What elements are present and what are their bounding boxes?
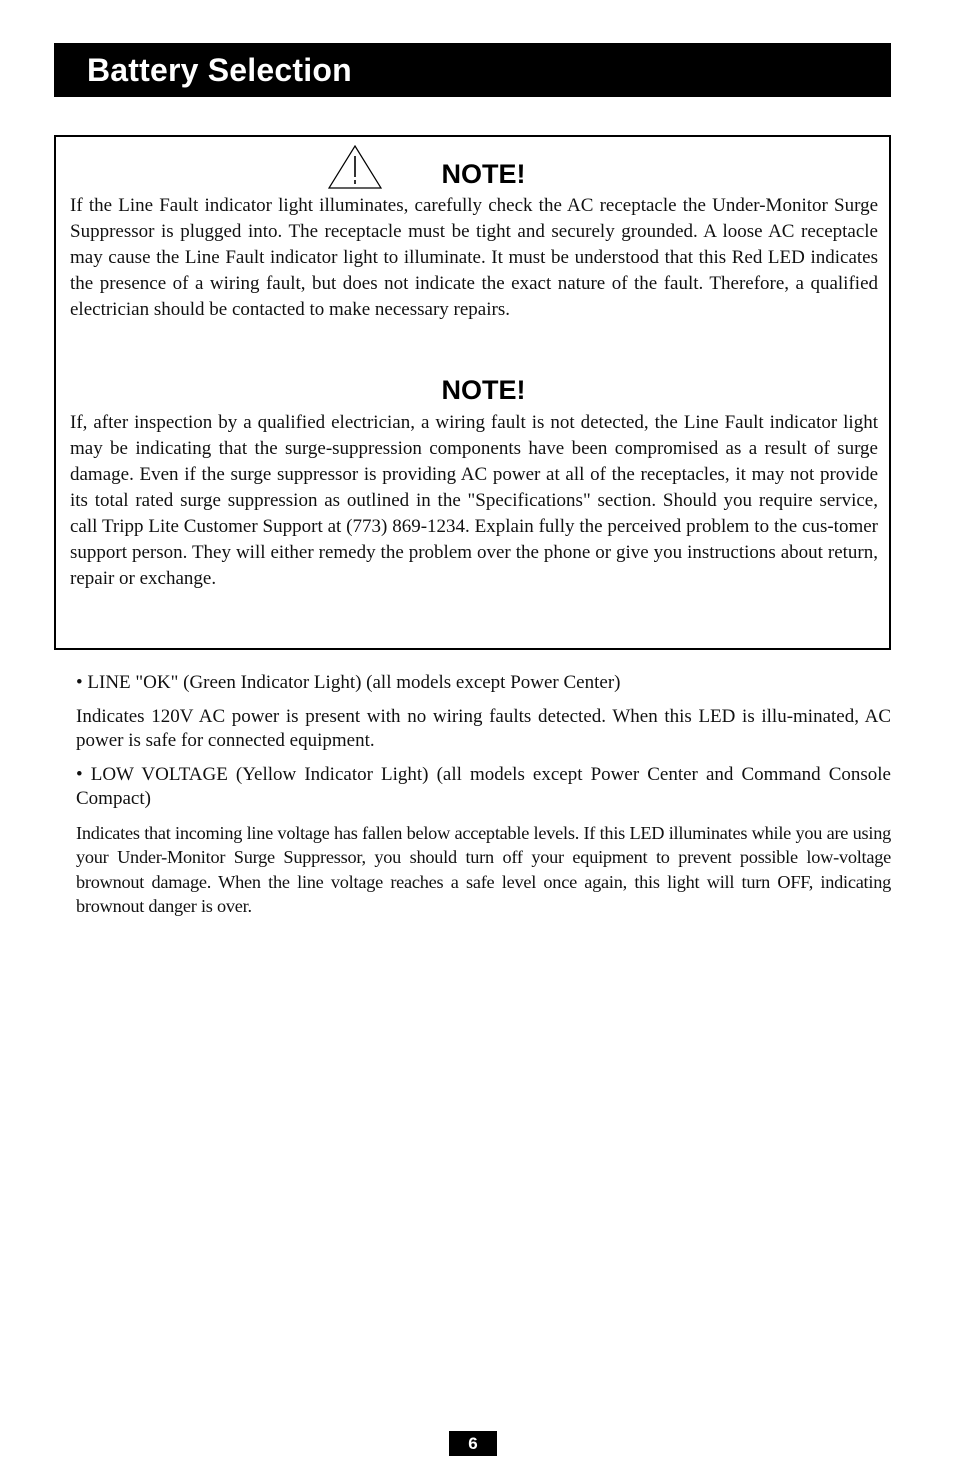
page-number-badge [449,1431,497,1456]
page-title: Battery Selection [87,52,352,88]
low-voltage-heading: • LOW VOLTAGE (Yellow Indicator Light) (all models except Power Center and Command Console Compact) [76,763,891,809]
line-ok-heading: • LINE "OK" (Green Indicator Light) (all models except Power Center) [76,672,621,693]
note-box [54,135,891,650]
note-heading: NOTE! [441,375,526,405]
note-text: If, after inspection by a qualified electrician, a wiring fault is not detected, the Line Fault indicator light may be indicating that the surge-suppression components have been compromised as a result of surge damage. Even if the surge suppressor is providing AC power at all of the receptacles, it may not provide its total rated surge suppression as outlined in the "Specifications" section. Should you require service, call Tripp Lite Customer Support at (773) 869-1234. Explain fully the perceived problem to the cus-tomer support person. They will either remedy the problem over the phone or give you instructions about return, repair or exchange. [70,412,878,589]
indicator-descriptions [76,671,891,919]
note-text: If the Line Fault indicator light illuminates, carefully check the AC receptacle the Under-Monitor Surge Suppressor is plugged into. The receptacle must be tight and securely grounded. A loose AC receptacle may cause the Line Fault indicator light to illuminate. It must be understood that this Red LED indicates the presence of a wiring fault, but does not indicate the exact nature of the fault. Therefore, a qualified electrician should be contacted to make necessary repairs. [70,195,878,320]
page-number: 6 [468,1434,478,1453]
line-ok-description: Indicates 120V AC power is present with no wiring faults detected. When this LED is illu-minated, AC power is safe for connected equipment. [76,705,891,751]
section-header-bar [54,43,891,97]
low-voltage-description: Indicates that incoming line voltage has fallen below acceptable levels. If this LED illuminates while you are using your Under-Monitor Surge Suppressor, you should turn off your equipment to prevent possible low-voltage brownout damage. When the line voltage reaches a safe level once again, this light will turn OFF, indicating brownout danger is over. [76,822,891,916]
note-heading: NOTE! [441,159,526,189]
